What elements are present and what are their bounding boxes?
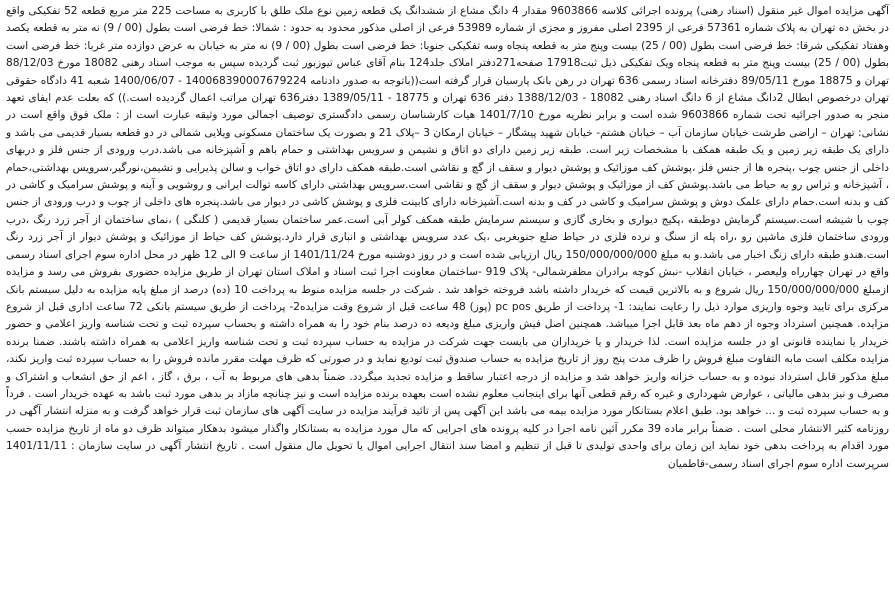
notice-body: آگهی مزایده اموال غیر منقول (اسناد رهنی) پرونده اجرائی کلاسه 9603866 مقدار 4 دانگ مشاع از ششدانگ یک قطعه زمین نوع ملک طلق با کاربری به مساحت 225 متر مربع قطعه 52 تفکیکی واقع در بخش ده تهران به پلاک شماره 57361 فرعی از 2395 اصلی مفروز و مجزی از شماره 53989 فرعی از اصلی مذکور محدود به حدود : شمالا: خط فرضی است بطول (00 / 9) نه متر به قطعه یکصد وهفتاد تفکیکی شرقا: خط فرضی است بطول (00 / 25) بیست وپنج متر به قطعه پنجاه وسه تفکیکی جنوبا: خط فرضی است بطول (00 / 9) نه متر به خیابان به عرض دوازده متر غربا: خط فرضی است بطول (00 / 25) بیست وپنج متر به قطعه پنجاه ویک تفکیکی ذیل ثبت17918 صفحه271دفتر املاک جلد124 بنام آقای عباس تیوزبور ثبت گردیده سپس به موجب اسناد رهنی 18082 مورخ 88/12/03 تهران و 18875 مورخ 89/05/11 دفترخانه اسناد رسمی 636 تهران در رهن بانک پارسیان قرار گرفته است((باتوجه به صدور دادنامه 140068390007679224 - 1400/06/07 شعبه 41 دادگاه حقوقی تهران درخصوص ابطال 2دانگ مشاع از 6 دانگ اسناد رهنی 18082 - 1388/12/03 دفتر 636 تهران و 18775 - 1389/05/11 دفتر636 تهران مراتب اعمال گردیده است.)) که بعلت عدم ایفای تعهد منجر به صدور اجرائیه تحت شماره 9603866 شده است و برابر نظریه مورخ 1401/7/10 هیات کارشناسان رسمی دادگستری توصیف اجمالی مورد وثیقه عبارت است از : ملک فوق واقع است در نشانی: تهران – اراضی طرشت خیابان سازمان آب – خیابان هشتم- خیابان شهید پیشگار – خیابان ارمکان 3 –پلاک 21 و بصورت یک ساختمان مسکونی ویلایی شمالی در دو قطعه بسیار قدیمی می باشد و دارای یک طبقه زیر زمین و یک طبقه همکف با مشخصات زیر است. طبقه زیر زمین دارای دو اتاق و نشیمن و سرویس بهداشتی و حمام باهم و آشپزخانه می باشد.درب ورودی از جنس فلز و دربهای داخلی از جنس چوب ،پنجره ها از جنس فلز ،پوشش کف موزائیک و پوشش دیوار و سقف از گچ و نقاشی است.طبقه همکف دارای دو اتاق خواب و سالن پذیرایی و نشیمن،نورگیر،سرویس بهداشتی،حمام ، آشپزخانه و تراس رو به حیاط می باشد.پوشش کف از موزائیک و پوشش دیوار و سقف از گچ و نقاشی است.سرویس بهداشتی دارای کاسه توالت ایرانی و روشویی و آینه و پوشش سرامیک و کاشی در کف و بدنه است.حمام دارای علمک دوش و پوشش سرامیک و کاشی در کف و بدنه است.آشپزخانه دارای کابینت فلزی و پوشش کاشی در دیوار می باشد.پنجره های داخلی از چوب و درب ورودی از جنس چوب با شیشه است.سیستم گرمایش دوطبقه ،پکیج دیواری و بخاری گازی و سیستم سرمایش طبقه همکف کولر آبی است.عمر ساختمان بسیار قدیمی ( کلنگی ) ،نمای ساختمان از آجر زرد رنگ ،درب ورودی ساختمان فلزی ماشین رو ،راه پله از سنگ و نرده فلزی در حیاط ضلع جنوبغربی ،یک عدد سرویس بهداشتی و انباری قرار دارد.پوشش کف حیاط از موزائیک و پوشش دیوار از آجر زرد رنگ است.هندو طبقه دارای زنگ اخبار می باشد.و به مبلغ 150/000/000/000 ریال ارزیابی شده است و در روز دوشنبه مورخ 1401/11/24 از ساعت 9 الی 12 ظهر در محل اداره سوم اجرای اسناد رسمی واقع در تهران چهارراه ولیعصر ، خیابان انقلاب -نبش کوچه برادران مظفرشمالی- پلاک 919 -ساختمان معاونت اجرا ثبت اسناد و املاک استان تهران از طریق مزایده حضوری بفروش می رسد و مزایده ازمبلغ 150/000/000/000 ریال شروع و به بالاترین قیمت که خریدار داشته باشد فروخته خواهد شد . شرکت در جلسه مزایده منوط به پرداخت 10 (ده) درصد از مبلغ پایه مزایده به دلیل سیستم بانک مرکزی برای تایید وجوه واریزی موارد ذیل را رعایت نمایند: 1- پرداخت از طریق pc pos (پوز) 48 ساعت قبل از شروع وقت مزایده2- پرداخت از طریق سیستم بانکی 72 ساعت اداری قبل از شروع مزایده. همچنین استرداد وجوه از دهم ماه بعد قابل اجرا میباشد. همچنین اصل فیش واریزی مبلغ ودیعه ده درصد بنام خود را به همراه داشته و بحساب سپرده ثبت و تحت شناسه واریز اعلامی و حضور خریدار یا نماینده قانونی او در جلسه مزایده است. لذا خریدار و یا خریداران می بایست جهت شرکت در مزایده به حساب سپرده ثبت و تحت شناسه واریز اعلامی به همراه داشته باشند. ضمنا برنده مزایده مکلف است مابه التفاوت مبلغ فروش را ظرف مدت پنج روز از تاریخ مزایده به حساب صندوق ثبت تودیع نماید و در صورتی که ظرف مهلت مقرر مانده فروش را به حساب سپرده ثبت واریز نکند، مبلغ مذکور قابل استرداد نبوده و به حساب خزانه واریز خواهد شد و مزایده از درجه اعتبار ساقط و مزایده تجدید میگردد. ضمناً بدهی های مربوط به آب ، برق ، گاز ، اعم از حق انشعاب و اشتراک و مصرف و نیز بدهی مالیاتی ، عوارض شهرداری و غیره که رقم قطعی آنها برای اینجانب معلوم نشده است بعهده برنده مزایده است و نیز چنانچه مازاد بر بدهی مورد ثبت باشد به عهده خریدار است . فرداً و به حساب سپرده ثبت و ... خواهد بود. طبق اعلام بستانکار مورد مزایده بیمه می باشد این آگهی پس از تائید فرآیند مزایده در سایت آگهی های سازمان ثبت قرار خواهد گرفت و به منزله انتشار آگهی در روزنامه کثیر الانتشار محلی است . ضمناً برابر ماده 39 مکرر آئین نامه اجرا در کلیه پرونده های اجرایی که مال مورد مزایده به بستانکار واگذار میشود بدهکار میتواند ظرف دو ماه از تاریخ مزایده حسب مورد اقدام به پرداخت بدهی خود نماید این زمان برای واحدی تولیدی تا قبل از تنظیم و امضا سند انتقال اجرایی اموال یا تحویل مال منقول است . تاریخ انتشار آگهی در سایت سازمان : 1401/11/11 سرپرست اداره سوم اجرای اسناد رسمی-قاطمیان [6,5,890,470]
